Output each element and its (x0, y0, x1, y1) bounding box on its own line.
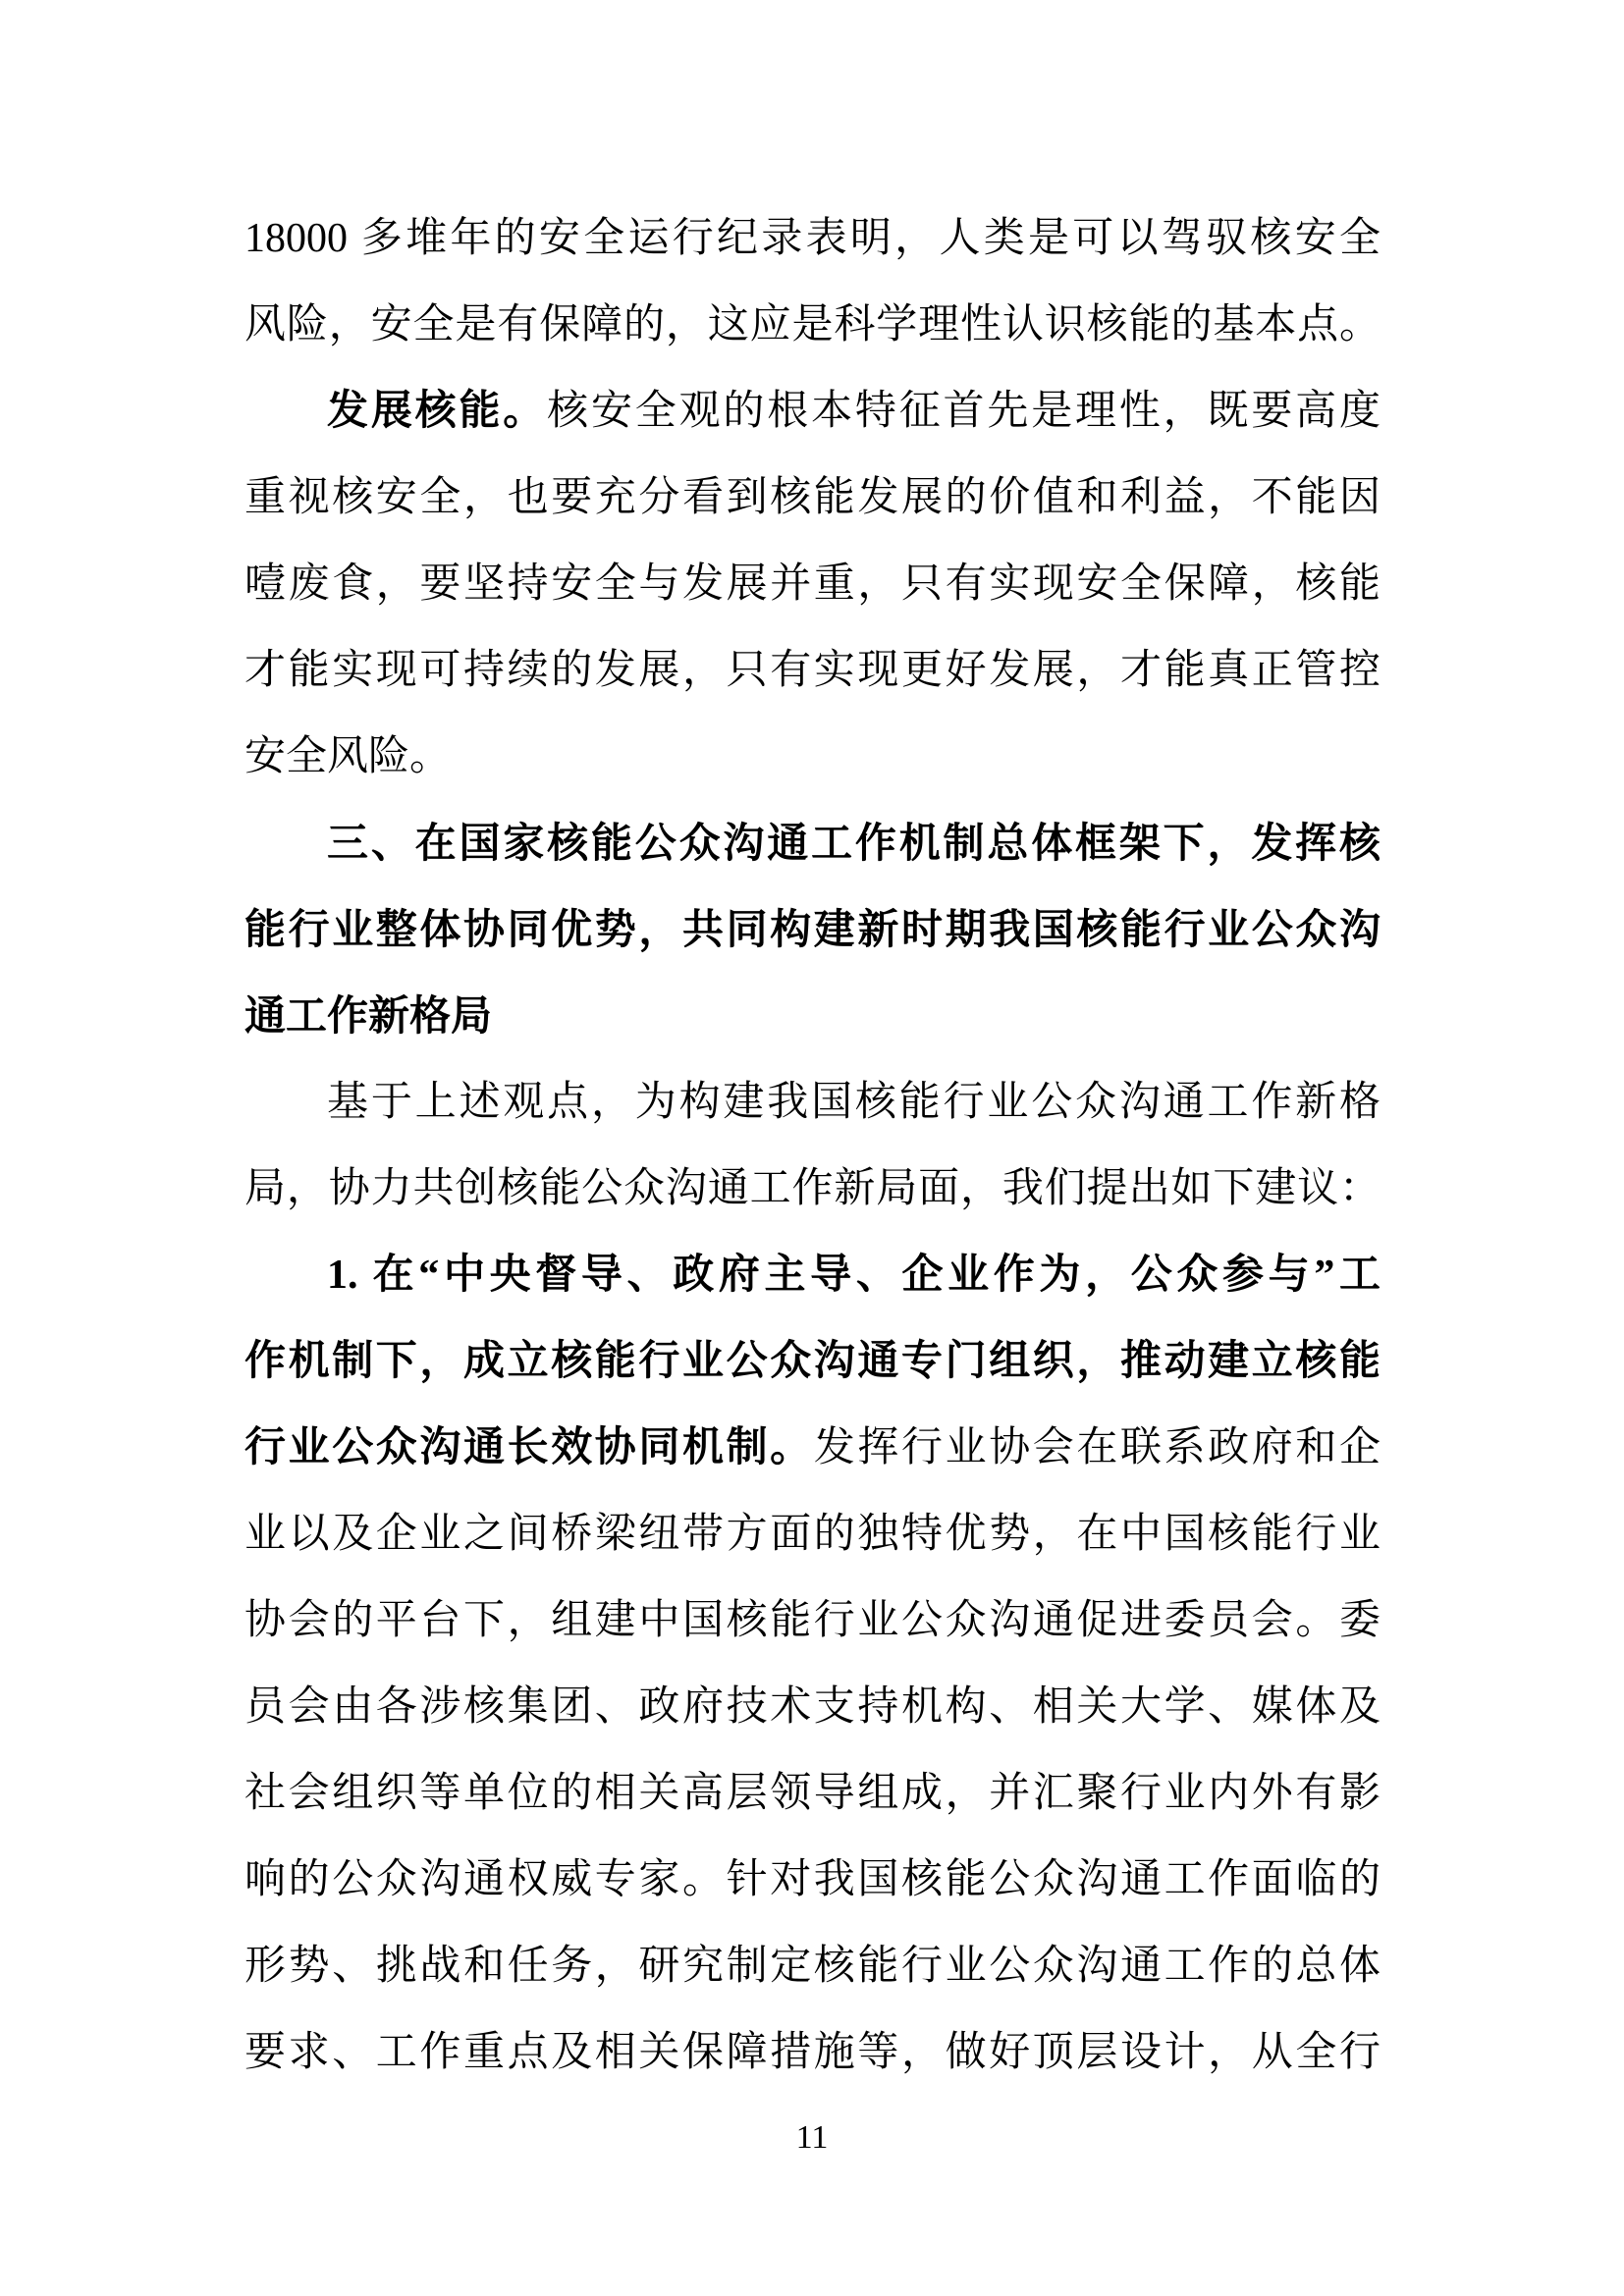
bold-text-run: 能行业整体协同优势，共同构建新时期我国核能行业公众沟 (244, 906, 1380, 952)
text-line (244, 800, 1380, 886)
bold-text-run: 通工作新格局 (244, 992, 493, 1039)
paragraph-p3 (244, 800, 1380, 1059)
text-line (244, 1664, 1380, 1750)
page-number: 11 (795, 2119, 829, 2156)
text-line (244, 195, 1380, 282)
text-line (244, 1837, 1380, 1923)
text-run: 核安全观的根本特征首先是理性，既要高度 (547, 389, 1380, 434)
bold-text-run: 三、在国家核能公众沟通工作机制总体框架下，发挥核 (327, 820, 1380, 866)
text-run: 局，协力共创核能公众沟通工作新局面，我们提出如下建议： (244, 1166, 1380, 1211)
text-line (244, 1232, 1380, 1318)
text-line (244, 627, 1380, 714)
text-line (244, 454, 1380, 541)
text-run: 员会由各涉核集团、政府技术支持机构、相关大学、媒体及 (244, 1684, 1380, 1730)
text-line (244, 1923, 1380, 2009)
text-run: 安全风险。 (244, 734, 452, 779)
text-run: 形势、挑战和任务，研究制定核能行业公众沟通工作的总体 (244, 1944, 1380, 1989)
text-line (244, 1059, 1380, 1146)
text-run: 18000 多堆年的安全运行纪录表明，人类是可以驾驭核安全 (244, 216, 1380, 261)
text-run: 协会的平台下，组建中国核能行业公众沟通促进委员会。委 (244, 1598, 1380, 1643)
paragraph-p5 (244, 1232, 1380, 2096)
text-line (244, 1491, 1380, 1577)
text-run: 业以及企业之间桥梁纽带方面的独特优势，在中国核能行业 (244, 1512, 1380, 1557)
text-line (244, 541, 1380, 627)
text-line (244, 973, 1380, 1059)
bold-text-run: 行业公众沟通长效协同机制。 (244, 1425, 814, 1470)
paragraph-p1 (244, 195, 1380, 368)
document-body (244, 195, 1380, 2096)
text-run: 重视核安全，也要充分看到核能发展的价值和利益，不能因 (244, 475, 1380, 520)
text-line (244, 1146, 1380, 1232)
bold-text-run: 发展核能。 (327, 389, 548, 434)
text-line (244, 2009, 1380, 2096)
text-run: 才能实现可持续的发展，只有实现更好发展，才能真正管控 (244, 648, 1380, 693)
text-line (244, 368, 1380, 454)
text-run: 风险，安全是有保障的，这应是科学理性认识核能的基本点。 (244, 302, 1380, 347)
text-run: 要求、工作重点及相关保障措施等，做好顶层设计，从全行 (244, 2030, 1380, 2075)
text-line (244, 1577, 1380, 1664)
text-line (244, 886, 1380, 973)
text-line (244, 1318, 1380, 1405)
text-run: 响的公众沟通权威专家。针对我国核能公众沟通工作面临的 (244, 1857, 1380, 1902)
bold-text-run: 作机制下，成立核能行业公众沟通专门组织，推动建立核能 (244, 1339, 1380, 1384)
text-run: 社会组织等单位的相关高层领导组成，并汇聚行业内外有影 (244, 1771, 1380, 1816)
text-run: 噎废食，要坚持安全与发展并重，只有实现安全保障，核能 (244, 561, 1380, 607)
text-line (244, 282, 1380, 368)
text-line (244, 1405, 1380, 1491)
text-line (244, 1750, 1380, 1837)
text-run: 基于上述观点，为构建我国核能行业公众沟通工作新格 (327, 1080, 1380, 1125)
paragraph-p2 (244, 368, 1380, 800)
text-run: 发挥行业协会在联系政府和企 (813, 1425, 1380, 1470)
paragraph-p4 (244, 1059, 1380, 1232)
text-line (244, 714, 1380, 800)
bold-text-run: 1. 在“中央督导、政府主导、企业作为，公众参与”工 (327, 1253, 1380, 1298)
